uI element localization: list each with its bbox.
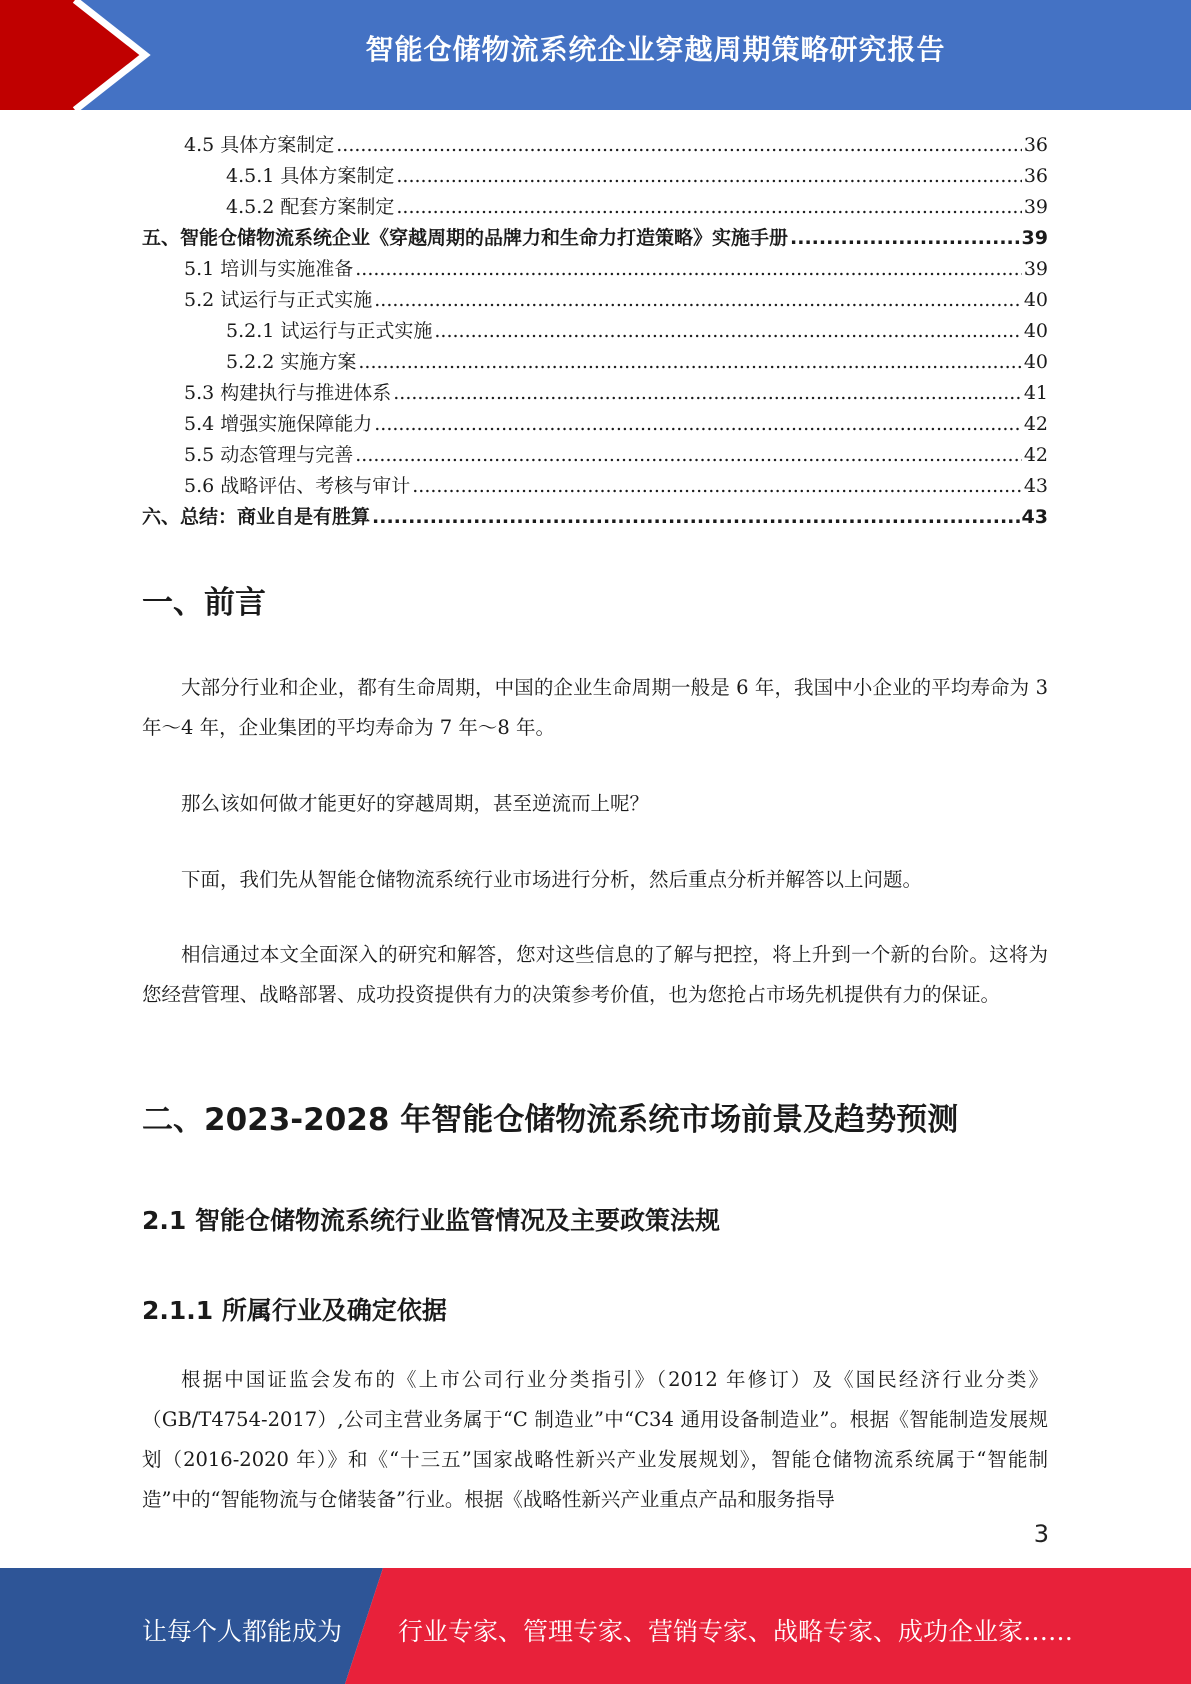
toc-entry-label: 5.3 构建执行与推进体系 xyxy=(184,382,392,404)
toc-entry-page: 39 xyxy=(1023,196,1048,218)
toc-entry-page: 36 xyxy=(1023,165,1048,187)
section-1-paragraph-4: 相信通过本文全面深入的研究和解答，您对这些信息的了解与把控，将上升到一个新的台阶。这将为您经营管理、战略部署、成功投资提供有力的决策参考价值，也为您抢占市场先机提供有力的保证。 xyxy=(142,943,1048,1006)
toc-entry-page: 39 xyxy=(1023,258,1048,280)
toc-leader-dots xyxy=(374,409,1022,440)
toc-entry[interactable] xyxy=(142,192,1048,223)
section-2-heading: 二、2023-2028 年智能仓储物流系统市场前景及趋势预测 xyxy=(142,1102,959,1138)
toc-entry-label: 5.2 试运行与正式实施 xyxy=(184,289,373,311)
toc-leader-dots xyxy=(355,254,1022,285)
toc-entry-label: 4.5.2 配套方案制定 xyxy=(226,196,395,218)
toc-entry-page: 43 xyxy=(1023,475,1048,497)
toc-entry-page: 40 xyxy=(1023,351,1048,373)
toc-entry[interactable] xyxy=(142,130,1048,161)
toc-leader-dots xyxy=(396,192,1021,223)
toc-entry[interactable] xyxy=(142,316,1048,347)
toc-entry[interactable] xyxy=(142,285,1048,316)
section-1-paragraph-2: 那么该如何做才能更好的穿越周期，甚至逆流而上呢？ xyxy=(181,792,650,815)
toc-leader-dots xyxy=(393,378,1022,409)
table-of-contents xyxy=(142,130,1048,533)
footer-slogan-right: 行业专家、管理专家、营销专家、战略专家、成功企业家…… xyxy=(398,1617,1074,1646)
toc-entry-label: 5.1 培训与实施准备 xyxy=(184,258,354,280)
page-footer xyxy=(0,1568,1191,1684)
toc-entry-page: 36 xyxy=(1023,134,1048,156)
toc-entry[interactable] xyxy=(142,440,1048,471)
section-2-1-1-heading: 2.1.1 所属行业及确定依据 xyxy=(142,1296,447,1325)
toc-entry-page: 42 xyxy=(1023,413,1048,435)
section-1-paragraph-3: 下面，我们先从智能仓储物流系统行业市场进行分析，然后重点分析并解答以上问题。 xyxy=(181,868,923,891)
footer-slogan-left: 让每个人都能成为 xyxy=(142,1617,343,1646)
toc-entry[interactable] xyxy=(142,502,1048,533)
toc-entry-label: 5.5 动态管理与完善 xyxy=(184,444,354,466)
toc-leader-dots xyxy=(358,347,1021,378)
toc-entry-page: 40 xyxy=(1023,320,1048,342)
section-1-heading: 一、前言 xyxy=(142,585,266,621)
toc-entry-page: 39 xyxy=(1021,227,1048,249)
toc-entry-page: 41 xyxy=(1023,382,1048,404)
toc-leader-dots xyxy=(412,471,1022,502)
toc-leader-dots xyxy=(372,502,1020,533)
toc-entry-label: 五、智能仓储物流系统企业《穿越周期的品牌力和生命力打造策略》实施手册 xyxy=(142,227,789,249)
toc-entry-page: 42 xyxy=(1023,444,1048,466)
toc-entry[interactable] xyxy=(142,254,1048,285)
toc-entry[interactable] xyxy=(142,409,1048,440)
toc-entry-label: 六、总结：商业自是有胜算 xyxy=(142,506,371,528)
toc-leader-dots xyxy=(396,161,1021,192)
toc-entry[interactable] xyxy=(142,471,1048,502)
toc-leader-dots xyxy=(790,223,1020,254)
toc-entry[interactable] xyxy=(142,223,1048,254)
toc-entry-label: 4.5.1 具体方案制定 xyxy=(226,165,395,187)
toc-entry-label: 5.4 增强实施保障能力 xyxy=(184,413,373,435)
toc-entry[interactable] xyxy=(142,347,1048,378)
section-2-1-heading: 2.1 智能仓储物流系统行业监管情况及主要政策法规 xyxy=(142,1206,720,1235)
toc-entry-label: 5.2.2 实施方案 xyxy=(226,351,357,373)
toc-entry-page: 43 xyxy=(1021,506,1048,528)
toc-leader-dots xyxy=(355,440,1022,471)
page-header xyxy=(0,0,1191,110)
section-1-paragraph-1: 大部分行业和企业，都有生命周期，中国的企业生命周期一般是 6 年，我国中小企业的平均寿命为 3 年～4 年，企业集团的平均寿命为 7 年～8 年。 xyxy=(142,676,1048,739)
toc-leader-dots xyxy=(336,130,1022,161)
header-title: 智能仓储物流系统企业穿越周期策略研究报告 xyxy=(365,33,946,66)
toc-entry-label: 5.2.1 试运行与正式实施 xyxy=(226,320,433,342)
section-2-paragraph-1: 根据中国证监会发布的《上市公司行业分类指引》（2012 年修订）及《国民经济行业分类》（GB/T4754-2017）,公司主营业务属于“C 制造业”中“C34 通用设备制造业”。根据《智能制造发展规划（2016-2020 年）》和《“十三五”国家战略性新兴产业发展规划》，智能仓储物流系统属于“智能制造”中的“智能物流与仓储装备”行业。根据《战略性新兴产业重点产品和服务指导 xyxy=(142,1368,1048,1511)
toc-entry[interactable] xyxy=(142,161,1048,192)
toc-entry-label: 4.5 具体方案制定 xyxy=(184,134,335,156)
toc-entry-label: 5.6 战略评估、考核与审计 xyxy=(184,475,411,497)
toc-entry-page: 40 xyxy=(1023,289,1048,311)
toc-entry[interactable] xyxy=(142,378,1048,409)
toc-leader-dots xyxy=(434,316,1021,347)
page-number: 3 xyxy=(1033,1520,1049,1548)
toc-leader-dots xyxy=(374,285,1022,316)
